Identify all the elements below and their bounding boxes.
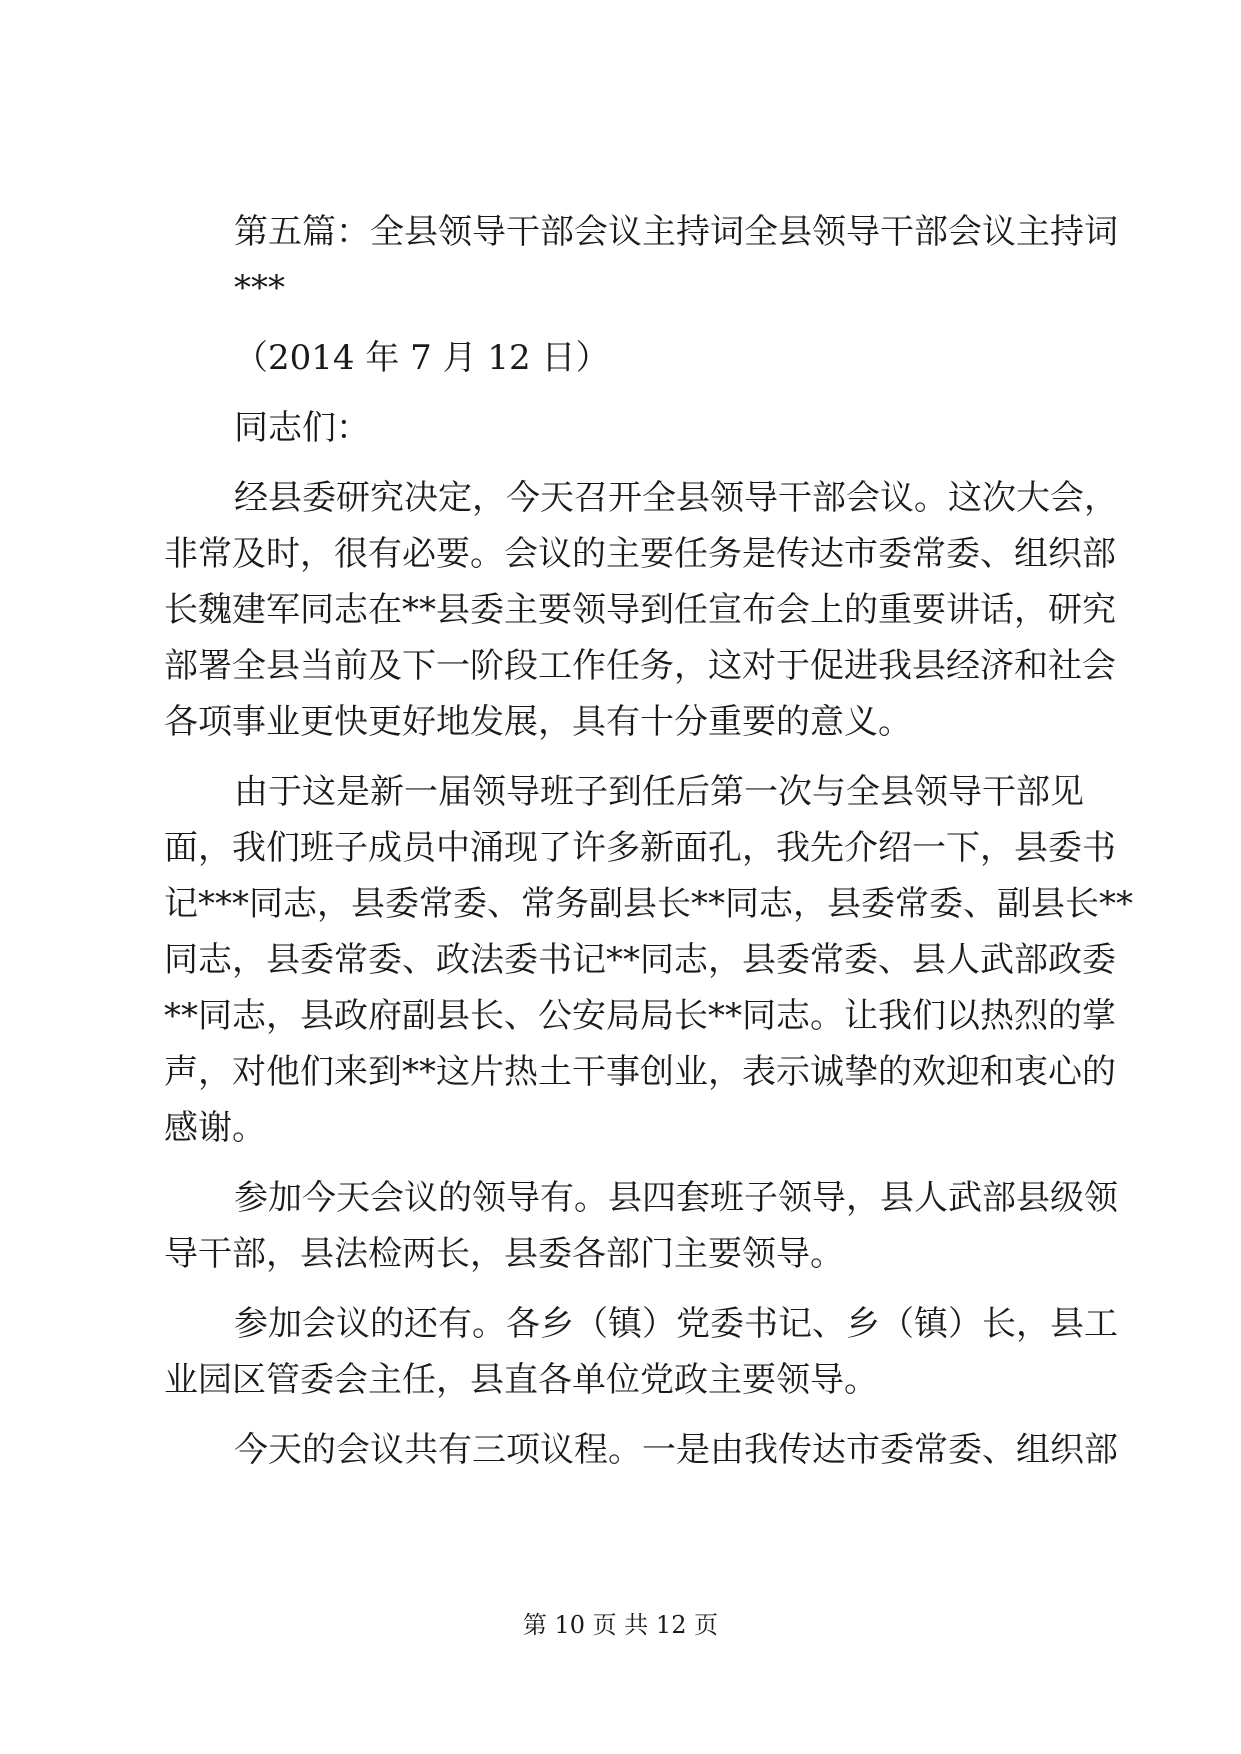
paragraph-line: 面，我们班子成员中涌现了许多新面孔，我先介绍一下，县委书 xyxy=(164,828,1116,868)
document-title-line-1: 第五篇：全县领导干部会议主持词全县领导干部会议主持词 xyxy=(234,212,1118,252)
paragraph-line: 由于这是新一届领导班子到任后第一次与全县领导干部见 xyxy=(234,772,1084,812)
page-number-footer: 第 10 页 共 12 页 xyxy=(522,1611,719,1639)
paragraph-line: 今天的会议共有三项议程。一是由我传达市委常委、组织部 xyxy=(234,1430,1118,1470)
paragraph-line: 业园区管委会主任，县直各单位党政主要领导。 xyxy=(164,1360,878,1400)
salutation: 同志们： xyxy=(234,408,370,448)
paragraph-line: 经县委研究决定，今天召开全县领导干部会议。这次大会， xyxy=(234,478,1118,518)
paragraph-line: 导干部，县法检两长，县委各部门主要领导。 xyxy=(164,1234,844,1274)
paragraph-line: 各项事业更快更好地发展，具有十分重要的意义。 xyxy=(164,702,912,742)
paragraph-line: 参加今天会议的领导有。县四套班子领导，县人武部县级领 xyxy=(234,1178,1118,1218)
paragraph-line: 部署全县当前及下一阶段工作任务，这对于促进我县经济和社会 xyxy=(164,646,1116,686)
paragraph-line: 长魏建军同志在**县委主要领导到任宣布会上的重要讲话，研究 xyxy=(164,590,1116,630)
paragraph-line: 非常及时，很有必要。会议的主要任务是传达市委常委、组织部 xyxy=(164,534,1116,574)
document-title-line-2: *** xyxy=(234,268,285,308)
paragraph-line: **同志，县政府副县长、公安局局长**同志。让我们以热烈的掌 xyxy=(164,996,1116,1036)
paragraph-line: 记***同志，县委常委、常务副县长**同志，县委常委、副县长** xyxy=(164,884,1133,924)
paragraph-line: 感谢。 xyxy=(164,1108,266,1148)
paragraph-line: 声，对他们来到**这片热土干事创业，表示诚挚的欢迎和衷心的 xyxy=(164,1052,1116,1092)
document-date: （2014 年 7 月 12 日） xyxy=(234,338,610,378)
paragraph-line: 参加会议的还有。各乡（镇）党委书记、乡（镇）长，县工 xyxy=(234,1304,1118,1344)
paragraph-line: 同志，县委常委、政法委书记**同志，县委常委、县人武部政委 xyxy=(164,940,1116,980)
